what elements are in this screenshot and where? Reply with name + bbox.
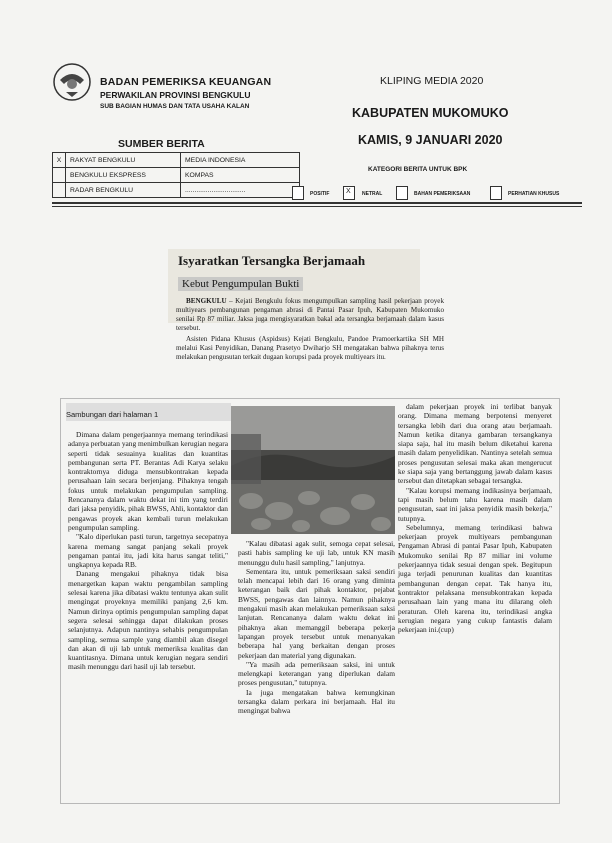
publication-date: KAMIS, 9 JANUARI 2020 [358, 133, 503, 147]
body-paragraph: Sementara itu, untuk pemeriksaan saksi sendiri telah mencapai lebih dari 16 orang yang diminta keterangan baik dari pihak kontaktor, pejabat BWSS, pengawas dan lainnya. Namun pihaknya mengakui masih akan melakukan pemeriksaan saksi lanjutan. Rencananya dalam waktu dekat ini pihaknya akan memanggil beberapa pekerja lapangan proyek tersebut untuk menanyakan beberapa hal yang berkaitan dengan proses pekerjaan dan material yang digunakan. [238, 566, 395, 660]
kabupaten-label: KABUPATEN MUKOMUKO [352, 106, 509, 120]
body-paragraph: Sebelumnya, memang terindikasi bahwa pekerjaan proyek multiyears pembangunan Pengaman Abrasi di pantai Pasar Ipuh, Kabupaten Mukomuko senilai Rp 87 miliar ini volume pekerjaannya tidak sesuai dengan spek. Begitupun juga terjadi penurunan kualitas dan kuantitas pembangunan dengan cepat. Tak hanya itu, kontraktor pelaksana mensubkontrakan kepada perusahaan lain yang mana itu dilarang oleh peraturan. Oleh karena itu, terindikasi angka kerugian negara yang cukup fantastis dalam pekerjaan ini.(cup) [398, 522, 552, 635]
perhatian-checkbox[interactable] [490, 186, 502, 200]
source-row [53, 183, 300, 198]
header-divider [52, 202, 582, 204]
positif-label: POSITIF [310, 191, 330, 197]
source-row [53, 168, 300, 183]
header-divider [52, 206, 582, 207]
org-subtitle: PERWAKILAN PROVINSI BENGKULU [100, 90, 251, 100]
lead-paragraph: – Kejati Bengkulu fokus mengumpulkan sampling hasil pekerjaan proyek multiyears pembangunan pengaman abrasi di Pantai Pasar Ipuh, Kabupaten Mukomuko senilai Rp 87 miliar. Jaksa juga mengisyaratkan bakal ada tersangka berjamaah dalam kasus tersebut. [176, 297, 444, 332]
article-column-2 [238, 539, 395, 716]
bahan-label: BAHAN PEMERIKSAAN [414, 191, 471, 197]
continued-label: Sambungan dari halaman 1 [66, 410, 159, 419]
article-headline: Isyaratkan Tersangka Berjamaah [178, 253, 366, 268]
perhatian-label: PERHATIAN KHUSUS [508, 191, 560, 197]
source-mark [53, 168, 66, 183]
body-paragraph: Ia juga mengatakan bahwa kemungkinan tersangka dalam perkara ini berjamaah. Hal itu mengingat bahwa [238, 687, 395, 716]
org-name: BADAN PEMERIKSA KEUANGAN [100, 76, 272, 88]
netral-label: NETRAL [362, 191, 383, 197]
category-title: KATEGORI BERITA UNTUK BPK [368, 166, 468, 173]
source-name: RAKYAT BENGKULU [66, 153, 181, 168]
dateline: BENGKULU [186, 297, 227, 305]
source-table [52, 152, 300, 198]
article-column-3 [398, 402, 552, 634]
source-name: MEDIA INDONESIA [181, 153, 300, 168]
article-lead [176, 297, 444, 364]
article-subhead: Kebut Pengumpulan Bukti [178, 277, 303, 291]
body-paragraph: "Kalau korupsi memang indikasinya berjamaah, tapi masih belum tahu karena masih dalam pengusutan, saat ini jaksa penyidik masih bekerja," tutupnya. [398, 485, 552, 523]
body-paragraph: "Kalo diperlukan pasti turun, targetnya secepatnya karena memang sangat panjang sekali proyek pengaman pantai itu, jadi kita harus sangat teliti," ungkapnya kepada RB. [68, 532, 228, 570]
body-paragraph: "Ya masih ada pemeriksaan saksi, ini untuk melengkapi keterangan yang diperlukan dalam proses pengusutan," tutupnya. [238, 659, 395, 688]
lead-paragraph: Asisten Pidana Khusus (Aspidsus) Kejati Bengkulu, Pandoe Pramoerkartika SH MH melalui Kasi Penyidikan, Danang Prasetyo Dwiharjo SH mengatakan bahwa pihaknya terus melakukan pengusutan terkait dugaan korupsi pada proyek multiyears itu. [176, 335, 444, 361]
body-paragraph: dalam pekerjaan proyek ini terlibat banyak orang. Dimana memang berpotensi menyeret tersangka lebih dari dua orang atau berjamaah. Namun ketika ditanya gambaran tersangkanya siapa saja, hal itu masih belum diketahui karena masih dalam penyelidikan. Nantinya setelah semua proses pengusutan selesai maka akan mengerucut ke siapa saja yang bertanggung jawab dalam kasus tersebut dan ditetapkan sebagai tersangka. [398, 402, 552, 486]
body-paragraph: "Kalau dibatasi agak sulit, semoga cepat selesai, pasti habis sampling ke uji lab, untuk KN masih menunggu dulu hasil sampling," lanjutnya. [238, 539, 395, 567]
source-mark [53, 183, 66, 198]
body-paragraph: Danang mengakui pihaknya tidak bisa menargetkan kapan waktu pengambilan sampling selesai karena jika dibatasi waktu tentunya akan sulit mengingat proyeknya memiliki panjang 2,6 km. Namun dirinya optimis pengumpulan sampling dapat segera selesai sehingga dapat dilakukan proses selanjutnya. Adapun nantinya sehabis pengumpulan sampling, semua sample yang diambil akan disegel dan akan di uji lab untuk memeriksa kualitas dan kuantitasnya. Dimana untuk kerugian negara sendiri masih menunggu dari hasil uji lab tersebut. [68, 569, 228, 672]
source-mark: X [53, 153, 66, 168]
bahan-checkbox[interactable] [396, 186, 408, 200]
source-title: SUMBER BERITA [118, 138, 205, 150]
source-name: KOMPAS [181, 168, 300, 183]
coastal-breakwater-photo [231, 406, 395, 534]
bpk-logo-icon [52, 62, 92, 102]
article-column-1 [68, 430, 228, 672]
kliping-label: KLIPING MEDIA 2020 [380, 75, 484, 87]
org-division: SUB BAGIAN HUMAS DAN TATA USAHA KALAN [100, 103, 250, 110]
source-name: BENGKULU EKSPRESS [66, 168, 181, 183]
netral-mark: X [346, 188, 351, 195]
source-row [53, 153, 300, 168]
source-name: ................................ [181, 183, 300, 198]
source-name: RADAR BENGKULU [66, 183, 181, 198]
positif-checkbox[interactable] [292, 186, 304, 200]
body-paragraph: Dimana dalam pengerjaannya memang terindikasi adanya perbuatan yang menimbulkan kerugian negara seperti tidak sesuainya kualitas dan kuantitas pembangunan serta PT. Berantas Adi Karya selaku kontraktornya diduga mensubkontrakan kepada perusahaan lain secara berjenjang. Pihaknya tengah fokus untuk melakukan pengumpulan sampling. Rencananya dalam waktu dekat ini tim yang terdiri dari jaksa penyidik, pihak BWSS, Ahli, kontaktor dan pengawas proyek akan kembali turun melakukan pengumpulan sampling. [68, 430, 228, 532]
